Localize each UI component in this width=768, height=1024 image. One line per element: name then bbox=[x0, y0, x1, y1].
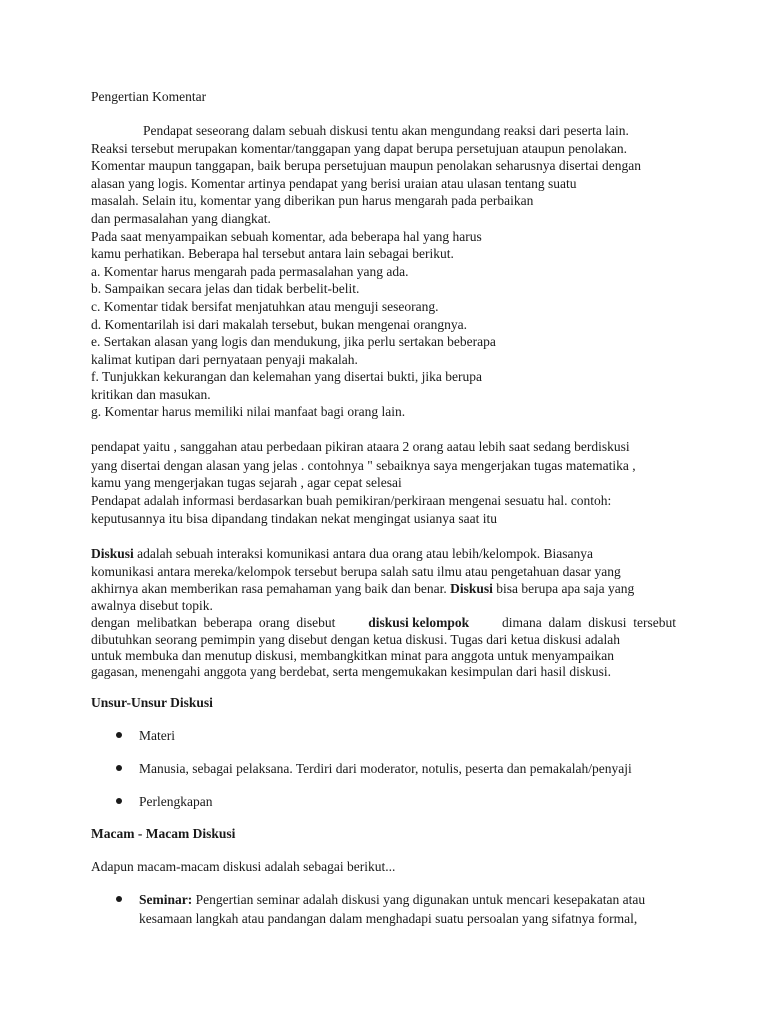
bullet-icon bbox=[116, 732, 122, 738]
diskusi-line: dengan melibatkan beberapa orang disebut diskusi kelompok dimana dalam diskusi tersebut bbox=[91, 615, 676, 630]
paragraph-line: alasan yang logis. Komentar artinya pendapat yang berisi uraian atau ulasan tentang suatu bbox=[91, 176, 577, 191]
paragraph-line: dan permasalahan yang diangkat. bbox=[91, 211, 271, 226]
paragraph-line: Reaksi tersebut merupakan komentar/tanggapan yang dapat berupa persetujuan ataupun penolakan. bbox=[91, 141, 628, 156]
list-item: c. Komentar tidak bersifat menjatuhkan atau menguji seseorang. bbox=[91, 299, 439, 314]
diskusi-line: dibutuhkan seorang pemimpin yang disebut dengan ketua diskusi. Tugas dari ketua diskusi adalah bbox=[91, 632, 621, 647]
paragraph-line: Komentar maupun tanggapan, baik berupa persetujuan maupun penolakan seharusnya disertai dengan bbox=[91, 158, 641, 173]
list-item: kalimat kutipan dari pernyataan penyaji makalah. bbox=[91, 352, 358, 367]
list-item: g. Komentar harus memiliki nilai manfaat bagi orang lain. bbox=[91, 404, 406, 419]
diskusi-line: Diskusi adalah sebuah interaksi komunikasi antara dua orang atau lebih/kelompok. Biasanya bbox=[91, 546, 594, 561]
paragraph-line: kamu perhatikan. Beberapa hal tersebut antara lain sebagai berikut. bbox=[91, 246, 454, 261]
paragraph-line: Pada saat menyampaikan sebuah komentar, ada beberapa hal yang harus bbox=[91, 229, 482, 244]
list-item: Seminar: Pengertian seminar adalah diskusi yang digunakan untuk mencari kesepakatan atau bbox=[139, 892, 646, 907]
paragraph-line: kamu yang mengerjakan tugas sejarah , agar cepat selesai bbox=[91, 475, 402, 490]
diskusi-line: untuk membuka dan menutup diskusi, membangkitkan minat para anggota untuk menyampaikan bbox=[91, 648, 615, 663]
page-title: Pengertian Komentar bbox=[91, 89, 207, 104]
paragraph-line: Pendapat seseorang dalam sebuah diskusi tentu akan mengundang reaksi dari peserta lain. bbox=[143, 123, 629, 138]
paragraph-line: Pendapat adalah informasi berdasarkan buah pemikiran/perkiraan mengenai sesuatu hal. contoh: bbox=[91, 493, 612, 508]
diskusi-kelompok-term: diskusi kelompok bbox=[368, 615, 470, 630]
section-heading: Macam - Macam Diskusi bbox=[91, 826, 236, 841]
list-item: Manusia, sebagai pelaksana. Terdiri dari moderator, notulis, peserta dan pemakalah/penyaji bbox=[139, 761, 632, 776]
paragraph-line: Adapun macam-macam diskusi adalah sebagai berikut... bbox=[91, 859, 396, 874]
seminar-term: Seminar: bbox=[139, 892, 193, 907]
diskusi-line: akhirnya akan memberikan rasa pemahaman yang baik dan benar. Diskusi bisa berupa apa saja yang bbox=[91, 581, 635, 596]
diskusi-line: komunikasi antara mereka/kelompok tersebut berupa salah satu ilmu atau pengetahuan dasar yang bbox=[91, 564, 621, 579]
paragraph-line: yang disertai dengan alasan yang jelas . contohnya " sebaiknya saya mengerjakan tugas matematika , bbox=[91, 458, 636, 473]
section-heading: Unsur-Unsur Diskusi bbox=[91, 695, 213, 710]
diskusi-term: Diskusi bbox=[91, 546, 134, 561]
list-item: f. Tunjukkan kekurangan dan kelemahan yang disertai bukti, jika berupa bbox=[91, 369, 483, 384]
list-item: kritikan dan masukan. bbox=[91, 387, 211, 402]
list-item: d. Komentarilah isi dari makalah tersebut, bukan mengenai orangnya. bbox=[91, 317, 468, 332]
diskusi-line: awalnya disebut topik. bbox=[91, 598, 213, 613]
diskusi-line: gagasan, menengahi anggota yang berdebat, serta mengemukakan kesimpulan dari hasil diskusi. bbox=[91, 664, 611, 679]
list-item: Materi bbox=[139, 728, 175, 743]
bullet-icon bbox=[116, 765, 122, 771]
list-item: Perlengkapan bbox=[139, 794, 213, 809]
list-item: b. Sampaikan secara jelas dan tidak berbelit-belit. bbox=[91, 281, 360, 296]
paragraph-line: masalah. Selain itu, komentar yang diberikan pun harus mengarah pada perbaikan bbox=[91, 193, 534, 208]
list-item: e. Sertakan alasan yang logis dan mendukung, jika perlu sertakan beberapa bbox=[91, 334, 496, 349]
list-item: kesamaan langkah atau pandangan dalam menghadapi suatu persoalan yang sifatnya formal, bbox=[139, 911, 638, 926]
paragraph-line: keputusannya itu bisa dipandang tindakan nekat mengingat usianya saat itu bbox=[91, 511, 498, 526]
bullet-icon bbox=[116, 798, 122, 804]
bullet-icon bbox=[116, 896, 122, 902]
paragraph-line: pendapat yaitu , sanggahan atau perbedaan pikiran ataara 2 orang aatau lebih saat sedang berdiskusi bbox=[91, 439, 630, 454]
diskusi-term: Diskusi bbox=[450, 581, 493, 596]
list-item: a. Komentar harus mengarah pada permasalahan yang ada. bbox=[91, 264, 409, 279]
